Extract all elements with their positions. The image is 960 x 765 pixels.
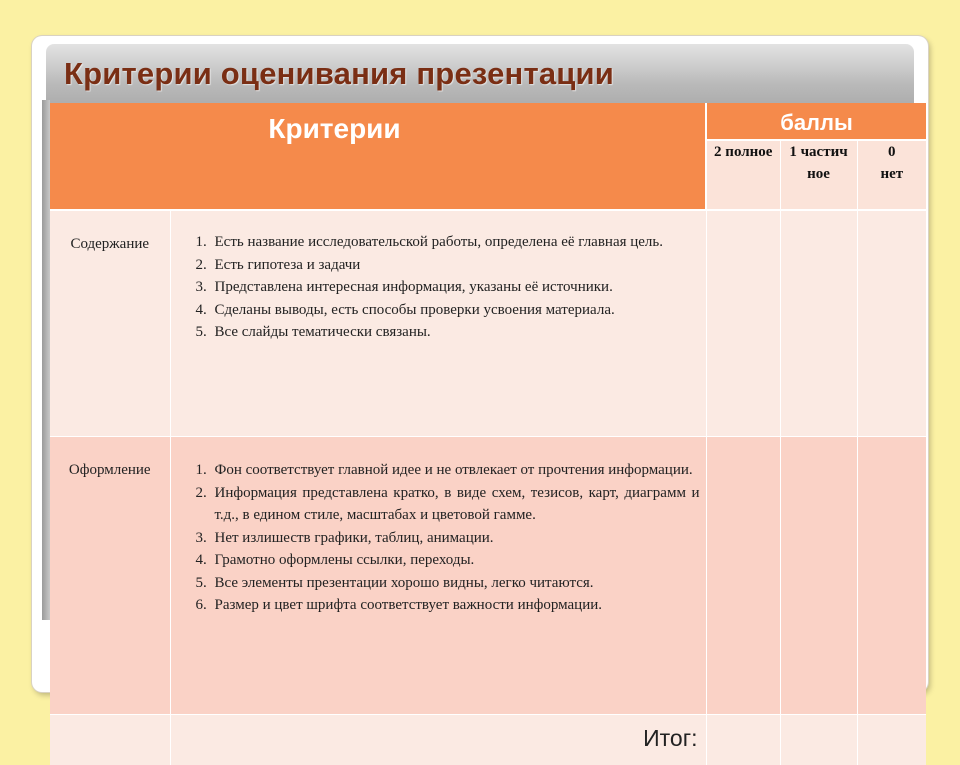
slide-title: Критерии оценивания презентации [64, 56, 614, 92]
score-col-2 [706, 140, 780, 210]
total-row [50, 715, 926, 765]
header-points-cell [706, 103, 926, 140]
score-col-label: 1 частичное [788, 141, 850, 185]
criteria-table [50, 103, 926, 765]
total-score-cell[interactable] [857, 715, 926, 765]
total-score-cell[interactable] [706, 715, 780, 765]
list-item: 1. Есть название исследовательской работы, определена её главная цель. [211, 231, 700, 254]
total-score-cell[interactable] [780, 715, 857, 765]
score-cell[interactable] [857, 210, 926, 437]
score-cell[interactable] [857, 437, 926, 715]
score-cell[interactable] [706, 437, 780, 715]
list-item: 4. Сделаны выводы, есть способы проверки усвоения материала. [211, 299, 700, 322]
category-cell: Содержание [50, 210, 170, 437]
side-strip [42, 100, 50, 620]
header-criteria-cell [50, 103, 706, 210]
total-empty-cell [50, 715, 170, 765]
list-item: 5. Все элементы презентации хорошо видны, легко читаются. [211, 572, 700, 595]
criteria-list-cell [170, 437, 706, 715]
list-item: 2. Информация представлена кратко, в виде схем, тезисов, карт, диаграмм и т.д., в едином стиле, масштабах и цветовой гамме. [211, 482, 700, 527]
score-cell[interactable] [706, 210, 780, 437]
score-col-1 [780, 140, 857, 210]
criteria-list [171, 437, 706, 617]
table-row [50, 210, 926, 437]
list-item: 3. Нет излишеств графики, таблиц, анимации. [211, 527, 700, 550]
list-item: 6. Размер и цвет шрифта соответствует важности информации. [211, 594, 700, 617]
list-item: 5. Все слайды тематически связаны. [211, 321, 700, 344]
score-col-label: 2 полное [712, 141, 774, 163]
header-criteria: Критерии [50, 103, 705, 145]
score-col-0 [857, 140, 926, 210]
list-item: 3. Представлена интересная информация, указаны её источники. [211, 276, 700, 299]
score-cell[interactable] [780, 210, 857, 437]
criteria-list-cell [170, 210, 706, 437]
criteria-list [171, 211, 706, 344]
list-item: 2. Есть гипотеза и задачи [211, 254, 700, 277]
category-cell: Оформление [50, 437, 170, 715]
table-row [50, 437, 926, 715]
score-cell[interactable] [780, 437, 857, 715]
list-item: 1. Фон соответствует главной идее и не отвлекает от прочтения информации. [211, 459, 700, 482]
score-col-label: 0 нет [877, 141, 907, 185]
total-label: Итог: [170, 715, 706, 765]
list-item: 4. Грамотно оформлены ссылки, переходы. [211, 549, 700, 572]
header-points: баллы [707, 103, 926, 136]
